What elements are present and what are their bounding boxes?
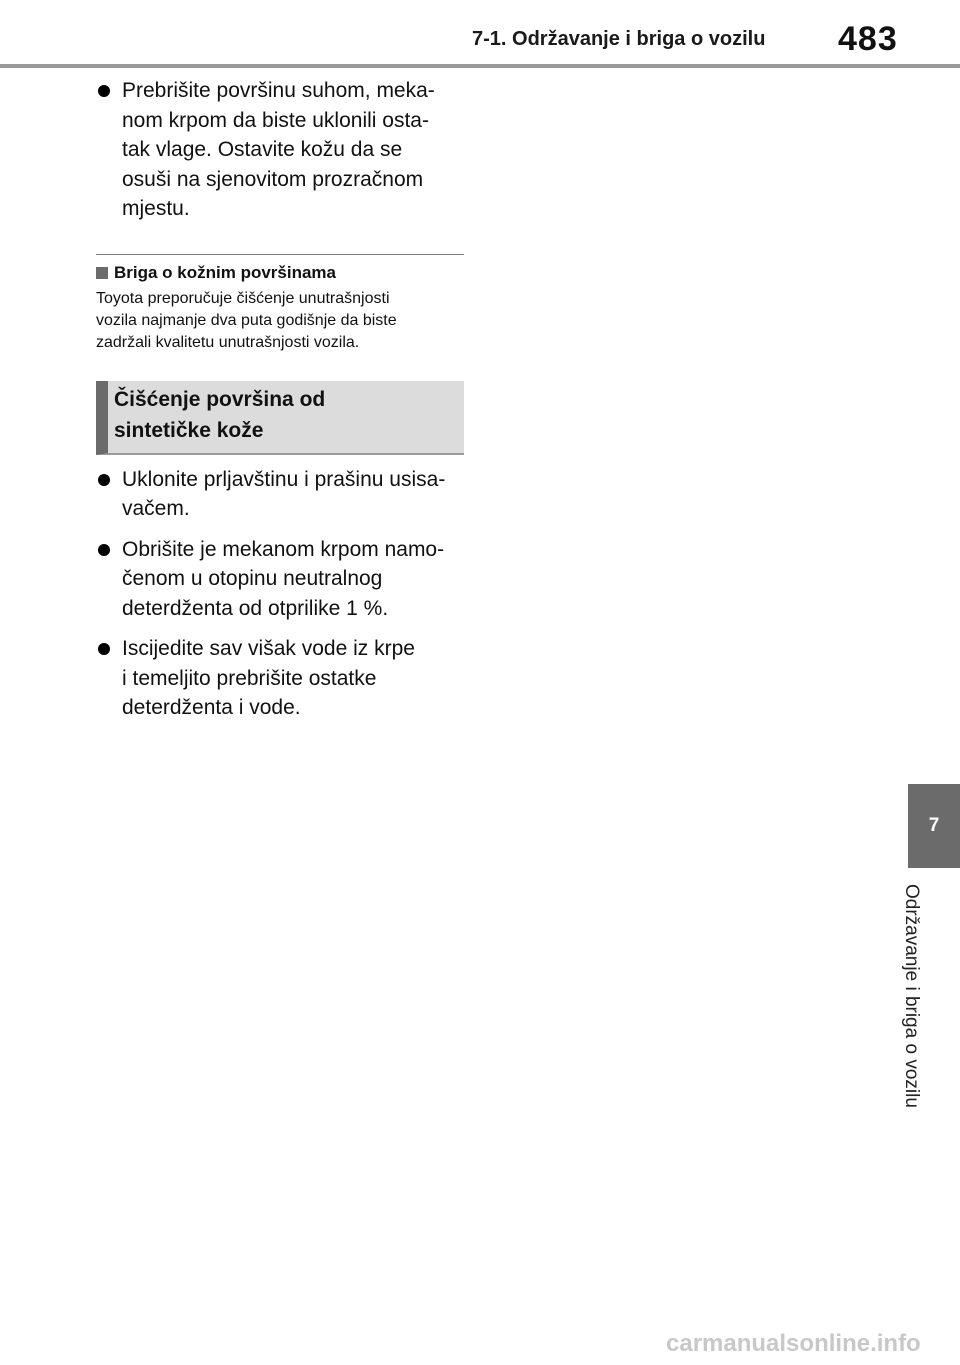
square-marker-icon [96, 267, 108, 279]
bullet-line: čenom u otopinu neutralnog [122, 567, 383, 590]
bullet-dot-icon [98, 544, 110, 556]
bullet-line: nom krpom da biste uklonili osta- [122, 108, 429, 132]
bullet-item [96, 535, 468, 624]
bullet-line: Iscijedite sav višak vode iz krpe [122, 637, 415, 660]
note-heading [96, 263, 468, 283]
note-divider [96, 254, 464, 255]
bullet-line: Uklonite prljavštinu i prašinu usisa- [122, 467, 446, 491]
page-header-title: 7-1. Održavanje i briga o vozilu [472, 28, 766, 50]
bullet-line: mjestu. [122, 197, 190, 220]
note-line: Toyota preporučuje čišćenje unutrašnjosti [96, 289, 390, 307]
chapter-label-text: Održavanje i briga o vozilu [901, 884, 922, 1108]
bullet-line: deterdženta i vode. [122, 696, 301, 719]
note-body [96, 288, 468, 354]
section-heading-box [96, 381, 464, 455]
bullet-line: osuši na sjenovitom prozračnom [122, 167, 424, 191]
section-title-line: sintetičke kože [114, 418, 264, 442]
note-line: zadržali kvalitetu unutrašnjosti vozila. [96, 333, 360, 351]
bullet-dot-icon [98, 643, 110, 655]
site-watermark: carmanualsonline.info [666, 1330, 921, 1357]
page-content [96, 76, 468, 723]
note-heading-text: Briga o kožnim površinama [114, 262, 336, 282]
section-title-line: Čišćenje površina od [114, 387, 326, 411]
bullet-line: Obrišite je mekanom krpom namo- [122, 537, 445, 561]
chapter-tab [908, 784, 960, 868]
chapter-side-label [901, 884, 952, 1144]
bullet-dot-icon [98, 474, 110, 486]
bullet-dot-icon [98, 85, 110, 97]
page-number: 483 [838, 20, 898, 58]
bullet-line: vačem. [122, 497, 190, 520]
header-rule [0, 64, 960, 68]
bullet-line: i temeljito prebrišite ostatke [122, 666, 377, 690]
bullet-line: Prebrišite površinu suhom, meka- [122, 79, 435, 102]
bullet-item [96, 76, 468, 224]
bullet-line: tak vlage. Ostavite kožu da se [122, 138, 403, 161]
chapter-number: 7 [928, 815, 940, 836]
bullet-line: deterdženta od otprilike 1 %. [122, 596, 389, 620]
note-line: vozila najmanje dva puta godišnje da biste [96, 311, 397, 329]
bullet-item [96, 634, 468, 723]
bullet-item [96, 465, 468, 524]
